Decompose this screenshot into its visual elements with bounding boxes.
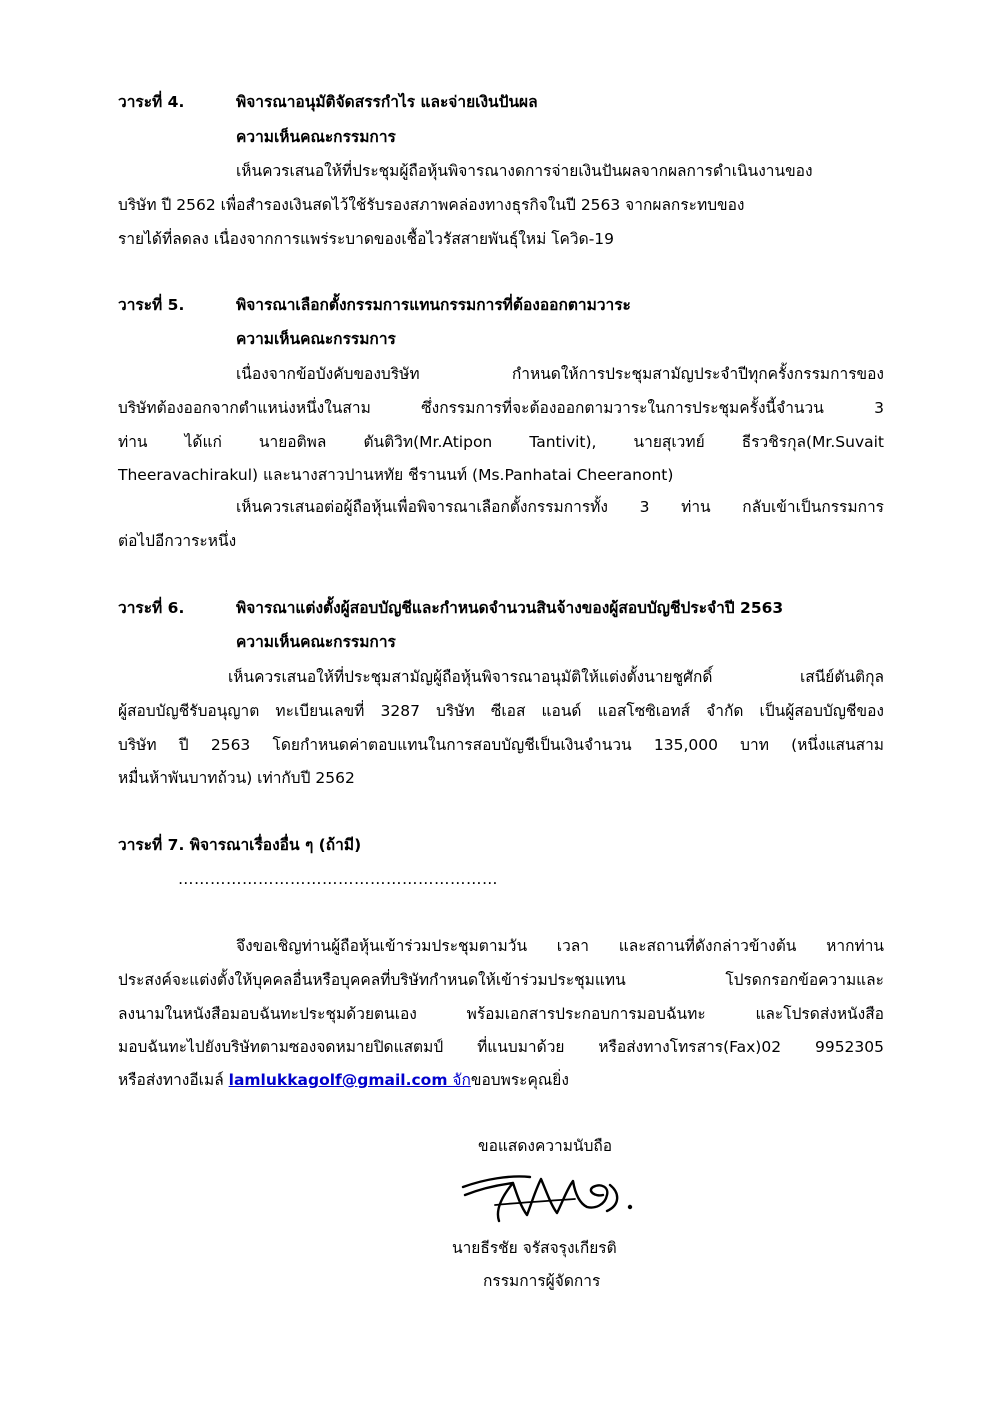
signer-position: กรรมการผู้จัดการ [483, 1272, 601, 1290]
email-address: lamlukkagolf@gmail.com [228, 1071, 448, 1089]
agenda6-line-4: หมื่นห้าพันบาทถ้วน) เท่ากับปี 2562 [118, 769, 355, 787]
agenda5-line-2: บริษัทต้องออกจากตำแหน่งหนึ่งในสาม ซึ่งกรรมการที่จะต้องออกตามวาระในการประชุมครั้งนี้จำนวน 3 [118, 399, 884, 417]
closing-line-1: จึงขอเชิญท่านผู้ถือหุ้นเข้าร่วมประชุมตามวัน เวลา และสถานที่ดังกล่าวข้างต้น หากท่าน [236, 937, 884, 955]
closing-line-2: ประสงค์จะแต่งตั้งให้บุคคลอื่นหรือบุคคลที่บริษัทกำหนดให้เข้าร่วมประชุมแทน โปรดกรอกข้อความและ [118, 971, 884, 989]
agenda6-title: พิจารณาแต่งตั้งผู้สอบบัญชีและกำหนดจำนวนสินจ้างของผู้สอบบัญชีประจำปี 2563 [236, 599, 784, 617]
closing-line-3: ลงนามในหนังสือมอบฉันทะประชุมด้วยตนเอง พร้อมเอกสารประกอบการมอบฉันทะ และโปรดส่งหนังสือ [118, 1005, 884, 1023]
agenda6-heading [118, 597, 884, 619]
agenda4-heading [118, 91, 884, 113]
closing-line-4: มอบฉันทะไปยังบริษัทตามซองจดหมายปิดแสตมป์ ที่แนบมาด้วย หรือส่งทางโทรสาร(Fax)02 9952305 [118, 1038, 884, 1056]
dotted-placeholder: …………………………………………………… [178, 870, 498, 888]
agenda6-line-3: บริษัท ปี 2563 โดยกำหนดค่าตอบแทนในการสอบบัญชีเป็นเงินจำนวน 135,000 บาท (หนึ่งแสนสาม [118, 736, 884, 754]
regards-text: ขอแสดงความนับถือ [478, 1137, 613, 1155]
agenda5-line-6: ต่อไปอีกวาระหนึ่ง [118, 532, 237, 550]
agenda6-opinion: ความเห็นคณะกรรมการ [236, 633, 396, 651]
email-link-tail: จัก [447, 1071, 471, 1089]
agenda6-line-1: เห็นควรเสนอให้ที่ประชุมสามัญผู้ถือหุ้นพิจารณาอนุมัติให้แต่งตั้งนายชูศักดิ์ เสนีย์ตันติกุล [228, 668, 884, 686]
agenda4-opinion: ความเห็นคณะกรรมการ [236, 128, 396, 146]
agenda4-title: พิจารณาอนุมัติจัดสรรกำไร และจ่ายเงินปันผล [236, 93, 538, 111]
agenda5-opinion: ความเห็นคณะกรรมการ [236, 330, 396, 348]
agenda6-number: วาระที่ 6. [118, 599, 185, 617]
agenda7-title: วาระที่ 7. พิจารณาเรื่องอื่น ๆ (ถ้ามี) [118, 836, 362, 854]
agenda4-line-3: รายได้ที่ลดลง เนื่องจากการแพร่ระบาดของเชื้อไวรัสสายพันธุ์ใหม่ โควิด-19 [118, 230, 615, 248]
agenda4-line-2: บริษัท ปี 2562 เพื่อสำรองเงินสดไว้ใช้รับรองสภาพคล่องทางธุรกิจในปี 2563 จากผลกระทบของ [118, 196, 745, 214]
closing-thanks: ขอบพระคุณยิ่ง [470, 1071, 569, 1089]
agenda5-title: พิจารณาเลือกตั้งกรรมการแทนกรรมการที่ต้องออกตามวาระ [236, 296, 631, 314]
agenda4-number: วาระที่ 4. [118, 93, 185, 111]
agenda5-heading [118, 294, 884, 316]
agenda5-line-4: Theeravachirakul) และนางสาวปานหทัย ชีรานนท์ (Ms.Panhatai Cheeranont) [118, 466, 674, 484]
agenda5-number: วาระที่ 5. [118, 296, 185, 314]
handwritten-signature [455, 1165, 640, 1225]
closing-line-5 [118, 1069, 884, 1091]
signer-name: นายธีรชัย จรัสจรุงเกียรติ [452, 1239, 617, 1257]
agenda4-line-1: เห็นควรเสนอให้ที่ประชุมผู้ถือหุ้นพิจารณางดการจ่ายเงินปันผลจากผลการดำเนินงานของ [236, 162, 813, 180]
agenda5-line-5: เห็นควรเสนอต่อผู้ถือหุ้นเพื่อพิจารณาเลือกตั้งกรรมการทั้ง 3 ท่าน กลับเข้าเป็นกรรมการ [236, 498, 884, 516]
closing-email-prefix: หรือส่งทางอีเมล์ [118, 1071, 229, 1089]
agenda5-line-3: ท่าน ได้แก่ นายอติพล ตันติวิท(Mr.Atipon Tantivit), นายสุเวทย์ ธีรวชิรกุล(Mr.Suvait [118, 433, 884, 451]
email-link[interactable] [229, 1071, 471, 1089]
agenda5-line-1: เนื่องจากข้อบังคับของบริษัท กำหนดให้การประชุมสามัญประจำปีทุกครั้งกรรมการของ [236, 365, 884, 383]
agenda6-line-2: ผู้สอบบัญชีรับอนุญาต ทะเบียนเลขที่ 3287 บริษัท ซีเอส แอนด์ แอสโซซิเอทส์ จำกัด เป็นผู้สอบบัญชีของ [118, 702, 884, 720]
